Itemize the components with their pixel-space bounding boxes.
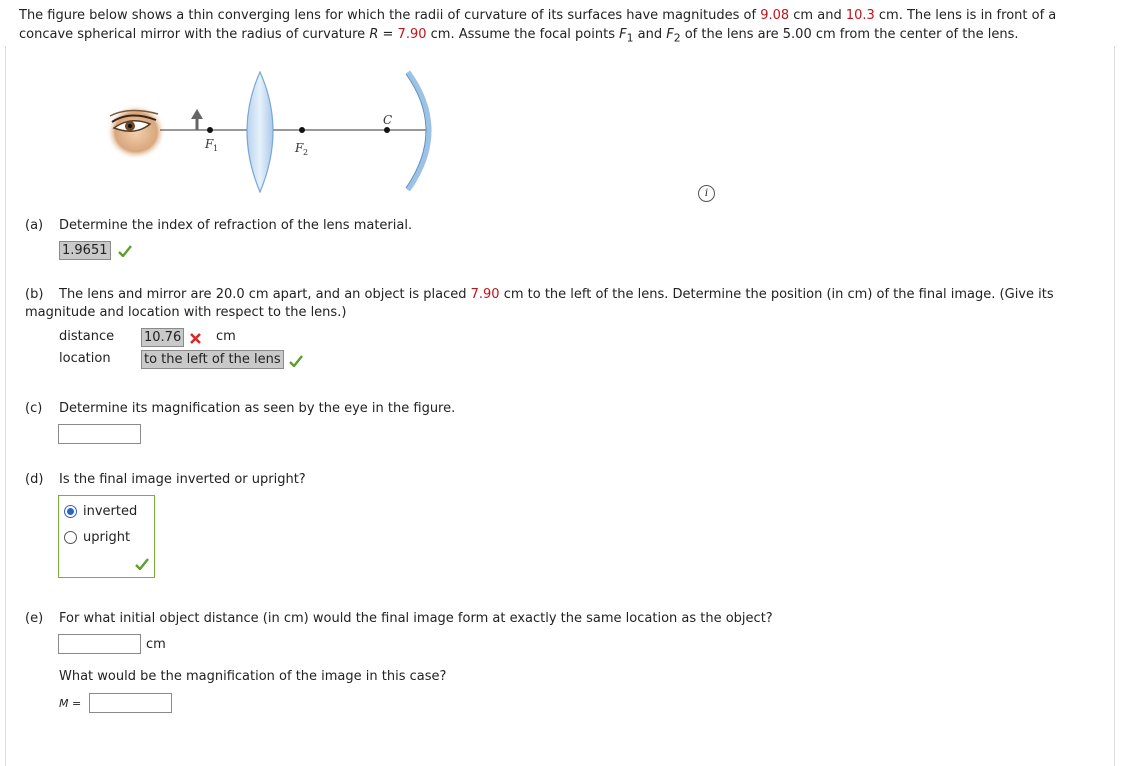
question-d-label: (d) xyxy=(25,472,44,487)
focal-subscript: 1 xyxy=(626,31,634,45)
intro-text: of the lens are 5.00 cm from the center of the lens. xyxy=(680,27,1019,42)
question-b-text: The lens and mirror are 20.0 cm apart, and an object is placed xyxy=(59,287,471,302)
radius-symbol: R xyxy=(369,27,379,42)
focal-symbol: F xyxy=(666,27,674,42)
eye-icon xyxy=(106,104,166,160)
radio-label-upright: upright xyxy=(83,530,131,545)
question-b-text: cm to the left of the lens. Determine the position (in cm) of the final image. (Give its magnitude and location with respect to the lens.) xyxy=(25,287,1054,320)
lens-mirror-figure xyxy=(100,66,450,198)
orientation-radio-group xyxy=(58,495,155,578)
distance-label: distance xyxy=(59,329,115,344)
correct-check-icon xyxy=(135,558,149,570)
label-f1: F xyxy=(205,137,214,151)
intro-text: = xyxy=(378,27,398,42)
location-answer-field[interactable]: to the left of the lens xyxy=(141,350,284,369)
distance-unit: cm xyxy=(216,329,236,344)
problem-statement xyxy=(19,6,1109,48)
question-b xyxy=(25,286,1085,322)
intro-text: cm and xyxy=(789,8,846,23)
question-c-text: Determine its magnification as seen by the eye in the figure. xyxy=(59,401,456,416)
question-b-label: (b) xyxy=(25,287,44,302)
radio-button-upright[interactable] xyxy=(64,531,77,544)
question-c-label: (c) xyxy=(25,401,43,416)
radio-label-inverted: inverted xyxy=(83,504,138,519)
question-c xyxy=(25,400,1085,418)
intro-text: and xyxy=(633,27,667,42)
focal-point-f2 xyxy=(299,127,305,133)
radius2-value: 10.3 xyxy=(845,8,875,23)
answer-a-field[interactable]: 1.9651 xyxy=(59,241,111,260)
converging-lens xyxy=(247,72,273,192)
radio-button-inverted[interactable] xyxy=(64,505,77,518)
correct-check-icon xyxy=(118,245,132,257)
question-e xyxy=(25,610,1085,628)
question-a-text: Determine the index of refraction of the lens material. xyxy=(59,218,413,233)
correct-check-icon xyxy=(289,355,303,367)
question-a xyxy=(25,217,1085,235)
radius1-value: 9.08 xyxy=(760,8,790,23)
object-distance-input[interactable] xyxy=(58,634,141,654)
location-label: location xyxy=(59,351,111,366)
distance-answer-field[interactable]: 10.76 xyxy=(141,328,184,347)
magnification-input[interactable] xyxy=(58,424,141,444)
focal-symbol: F xyxy=(619,27,627,42)
object-distance-unit: cm xyxy=(146,637,166,652)
question-a-label: (a) xyxy=(25,218,44,233)
object-arrow-icon xyxy=(191,109,203,130)
intro-text: cm. Assume the focal points xyxy=(426,27,620,42)
question-d-text: Is the final image inverted or upright? xyxy=(59,472,306,487)
center-of-curvature xyxy=(384,127,390,133)
mirror-radius-value: 7.90 xyxy=(397,27,427,42)
radio-option-inverted[interactable] xyxy=(64,504,137,519)
magnification-e-input[interactable] xyxy=(89,693,172,713)
label-f2: F xyxy=(295,141,304,155)
label-f2-sub: 2 xyxy=(303,148,309,157)
info-icon[interactable]: i xyxy=(698,185,715,202)
incorrect-x-icon xyxy=(189,332,202,345)
intro-text: cm. The lens is in front of a concave spherical mirror with the radius of curvature xyxy=(19,8,1057,42)
radio-option-upright[interactable] xyxy=(64,530,130,545)
magnification-label: M = xyxy=(59,697,82,710)
focal-point-f1 xyxy=(207,127,213,133)
label-f1-sub: 1 xyxy=(213,144,219,153)
label-c: C xyxy=(383,113,393,127)
focal-subscript: 2 xyxy=(673,31,681,45)
question-e-label: (e) xyxy=(25,611,44,626)
question-e-text: For what initial object distance (in cm) would the final image form at exactly the same location as the object? xyxy=(59,611,773,626)
followup-question-text: What would be the magnification of the image in this case? xyxy=(59,669,447,684)
intro-text: The figure below shows a thin converging lens for which the radii of curvature of its surfaces have magnitudes of xyxy=(19,8,761,23)
question-d xyxy=(25,471,1085,489)
object-distance-value: 7.90 xyxy=(470,287,500,302)
